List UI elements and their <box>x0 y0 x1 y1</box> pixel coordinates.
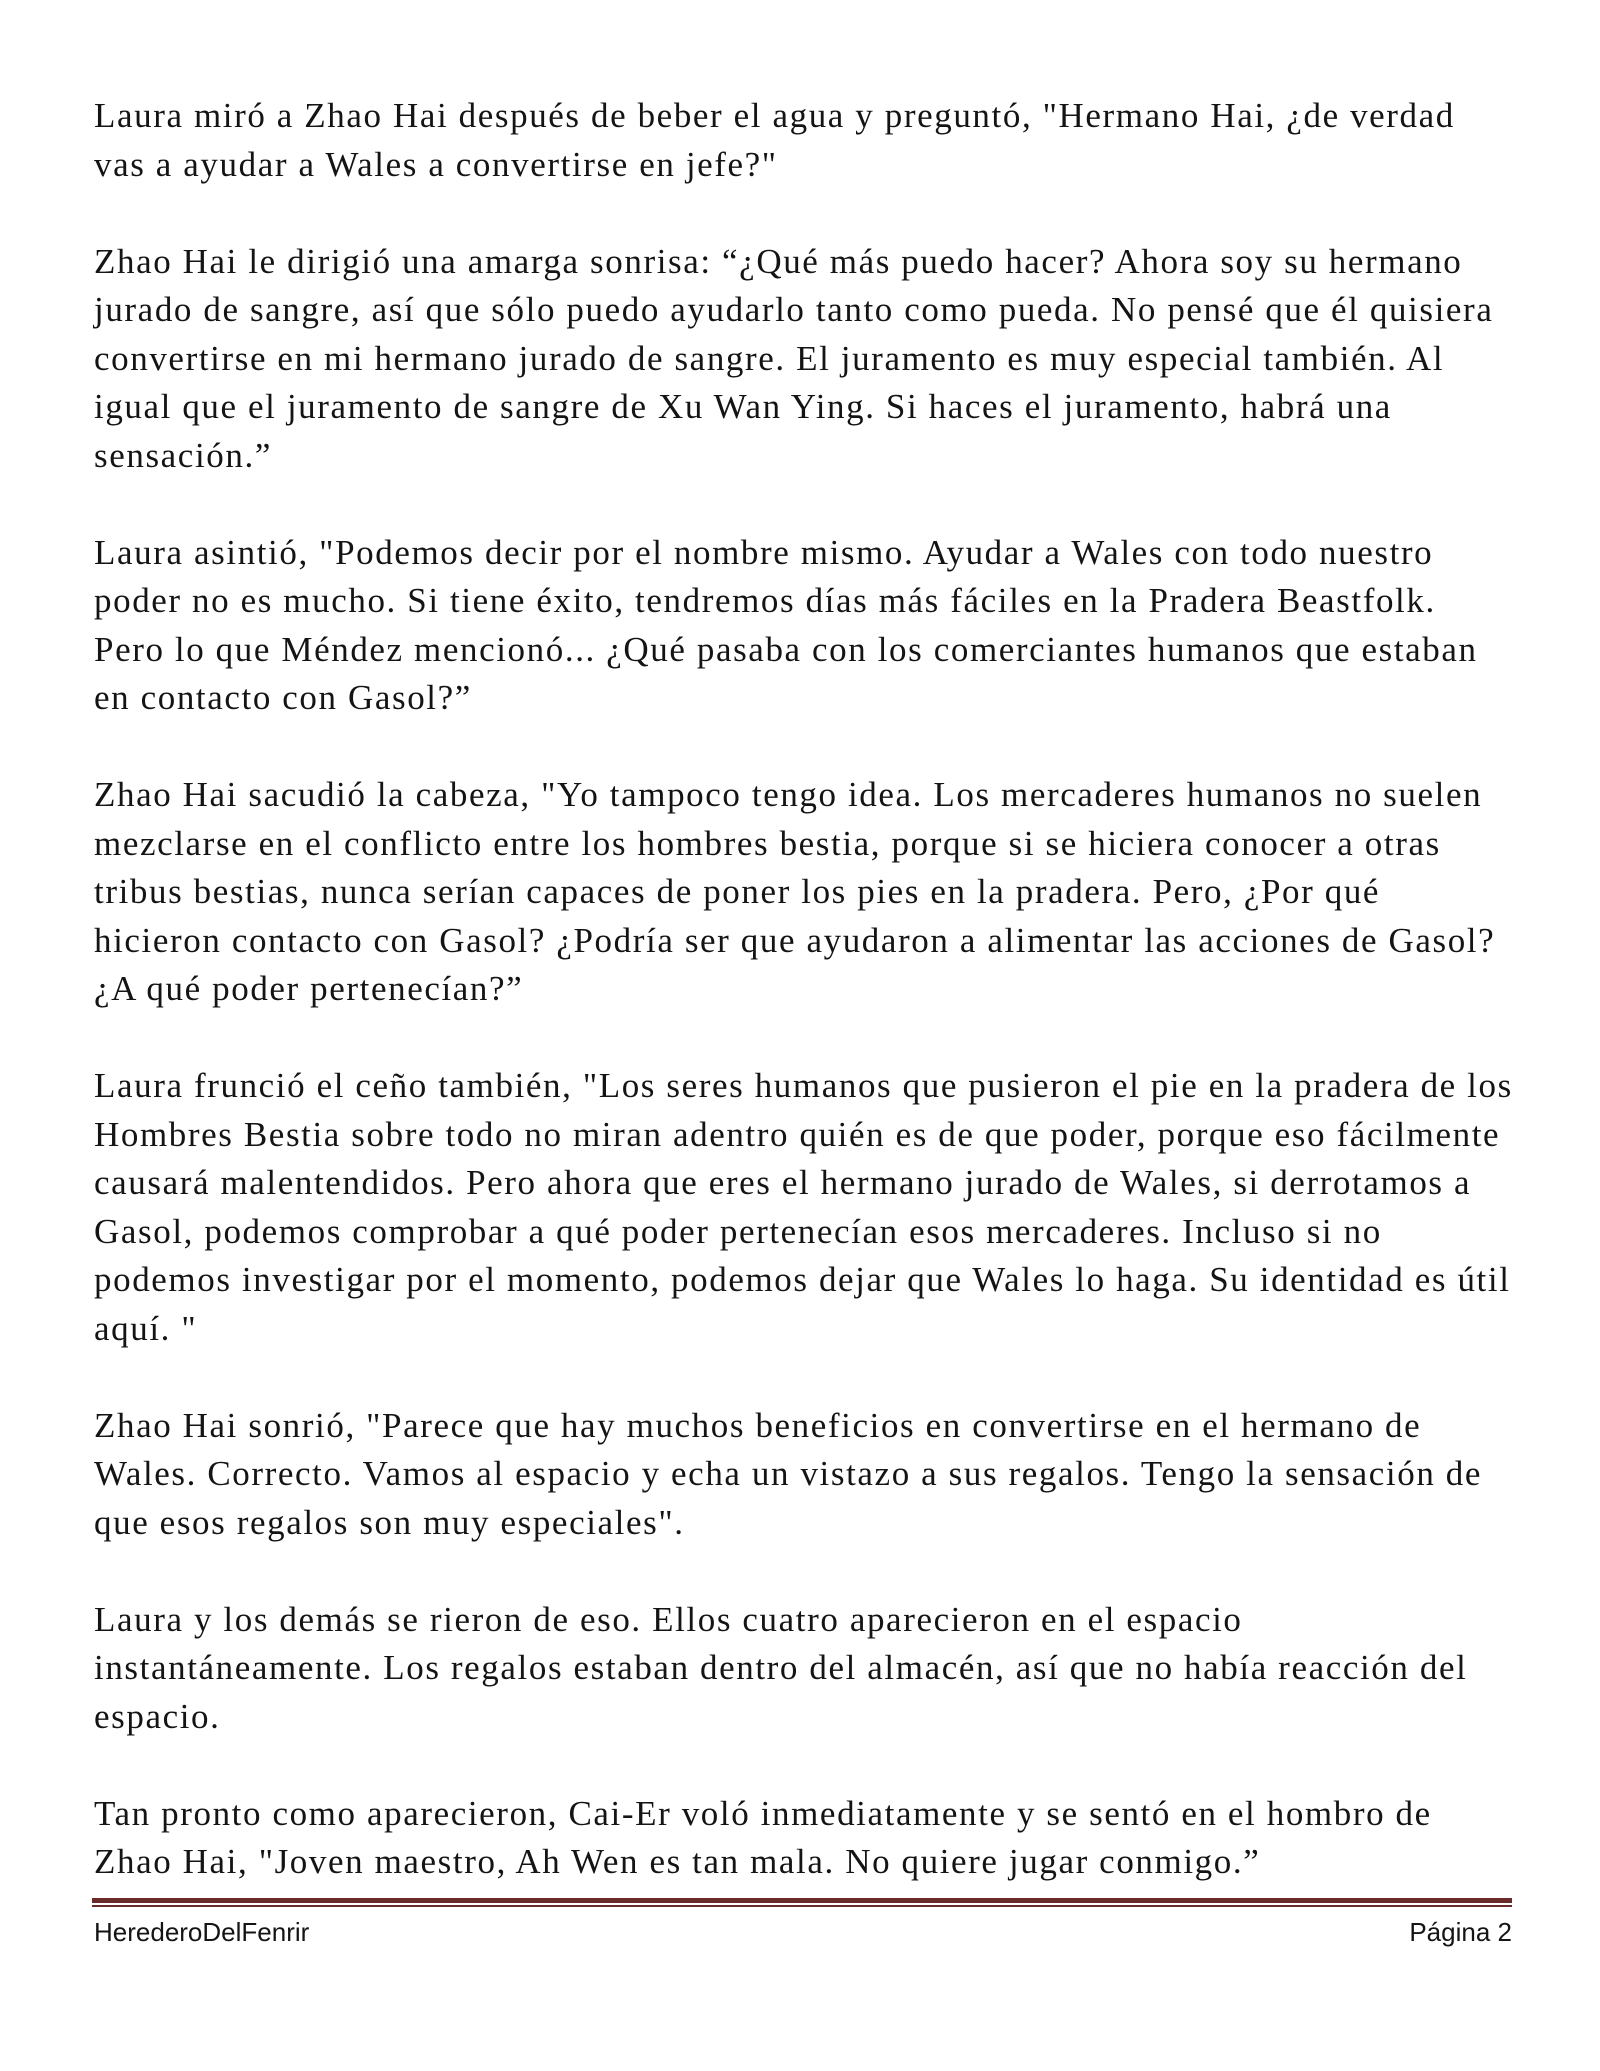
body-text <box>94 92 1514 1935</box>
paragraph-8: Tan pronto como aparecieron, Cai-Er voló inmediatamente y se sentó en el hombro de Zhao Hai, "Joven maestro, Ah Wen es tan mala. No quiere jugar conmigo.” <box>94 1793 1432 1881</box>
footer-divider-thick-line <box>92 1898 1512 1903</box>
paragraph-5: Laura frunció el ceño también, "Los seres humanos que pusieron el pie en la pradera de los Hombres Bestia sobre todo no miran adentro quién es de que poder, porque eso fácilmente causará malentendidos. Pero ahora que eres el hermano jurado de Wales, si derrotamos a Gasol, podemos comprobar a qué poder pertenecían esos mercaderes. Incluso si no podemos investigar por el momento, podemos dejar que Wales lo haga. Su identidad es útil aquí. " <box>94 1066 1513 1348</box>
paragraph-2: Zhao Hai le dirigió una amarga sonrisa: “¿Qué más puedo hacer? Ahora soy su hermano jurado de sangre, así que sólo puedo ayudarlo tanto como pueda. No pensé que él quisiera convertirse en mi hermano jurado de sangre. El juramento es muy especial también. Al igual que el juramento de sangre de Xu Wan Ying. Si haces el juramento, habrá una sensación.” <box>94 241 1494 475</box>
paragraph-3: Laura asintió, "Podemos decir por el nombre mismo. Ayudar a Wales con todo nuestro poder no es mucho. Si tiene éxito, tendremos días más fáciles en la Pradera Beastfolk. Pero lo que Méndez mencionó... ¿Qué pasaba con los comerciantes humanos que estaban en contacto con Gasol?” <box>94 532 1478 717</box>
paragraph-1: Laura miró a Zhao Hai después de beber el agua y preguntó, "Hermano Hai, ¿de verdad vas a ayudar a Wales a convertirse en jefe?" <box>94 96 1455 184</box>
footer-page-number: Página 2 <box>1409 1917 1512 1947</box>
footer-divider-thin-line <box>92 1905 1512 1907</box>
paragraph-7: Laura y los demás se rieron de eso. Ellos cuatro aparecieron en el espacio instantáneamente. Los regalos estaban dentro del almacén, así que no había reacción del espacio. <box>94 1599 1468 1736</box>
footer-author: HerederoDelFenrir <box>94 1917 310 1947</box>
page-footer <box>94 1912 1512 1952</box>
footer-divider <box>92 1898 1512 1907</box>
paragraph-6: Zhao Hai sonrió, "Parece que hay muchos beneficios en convertirse en el hermano de Wales. Correcto. Vamos al espacio y echa un vistazo a sus regalos. Tengo la sensación de que esos regalos son muy especiales". <box>94 1405 1483 1542</box>
paragraph-4: Zhao Hai sacudió la cabeza, "Yo tampoco tengo idea. Los mercaderes humanos no suelen mezclarse en el conflicto entre los hombres bestia, porque si se hiciera conocer a otras tribus bestias, nunca serían capaces de poner los pies en la pradera. Pero, ¿Por qué hicieron contacto con Gasol? ¿Podría ser que ayudaron a alimentar las acciones de Gasol? ¿A qué poder pertenecían?” <box>94 775 1496 1008</box>
